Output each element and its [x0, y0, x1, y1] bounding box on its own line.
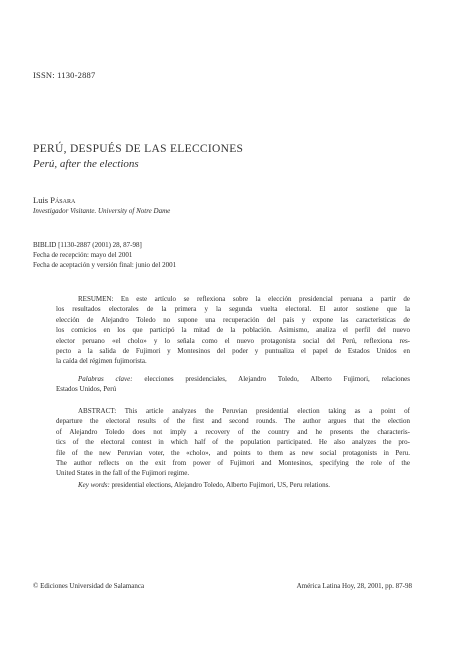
- abstract-paragraph: [56, 406, 410, 479]
- resumen-line: los comicios en los que participó la mitad de la población. Asimismo, analiza el perfil del nuevo: [56, 326, 410, 335]
- key-words-text: presidential elections, Alejandro Toledo, Alberto Fujimori, US, Peru relations.: [109, 481, 331, 489]
- key-words-label: Key words:: [78, 481, 110, 489]
- resumen-line: elección de Alejandro Toledo no supone una recuperación del país y expone las características de: [56, 315, 410, 324]
- resumen-line: pecto a la salida de Fujimori y Montesinos del poder y puntualiza el papel de Estados Unidos en: [56, 347, 410, 356]
- resumen-line: la caída del régimen fujimorista.: [56, 357, 147, 366]
- palabras-clave-label: Palabras clave:: [78, 375, 133, 383]
- author-first-name: Luis: [33, 195, 49, 205]
- key-words-line: [56, 480, 410, 490]
- acceptance-date: Fecha de aceptación y versión final: junio del 2001: [33, 261, 177, 270]
- footer-publisher: © Ediciones Universidad de Salamanca: [33, 582, 145, 590]
- resumen-line: elector peruano «el cholo» y lo señala como el nuevo protagonista social del Perú, reflexiona res-: [56, 336, 410, 345]
- abstract-line: file of the new Peruvian voter, the «cholo», and points to them as new social protagonists in Peru.: [56, 448, 410, 457]
- palabras-clave-line: [56, 374, 410, 384]
- abstract-line: tics of the electoral contest in which half of the population participated. He also analyzes the pro-: [56, 438, 410, 447]
- article-subtitle: Perú, after the elections: [33, 158, 139, 170]
- author-affiliation: Investigador Visitante. University of Notre Dame: [33, 207, 171, 215]
- palabras-clave-line: Estados Unidos, Perú: [56, 385, 117, 394]
- reception-date: Fecha de recepción: mayo del 2001: [33, 251, 133, 260]
- abstract-line: of Alejandro Toledo does not imply a recovery of the country and he presents the characteris-: [56, 427, 410, 436]
- article-title: PERÚ, DESPUÉS DE LAS ELECCIONES: [33, 143, 244, 155]
- biblid-line: BIBLID [1130-2887 (2001) 28, 87-98]: [33, 241, 142, 249]
- palabras-clave-paragraph: [56, 374, 410, 395]
- author-name: [33, 195, 75, 205]
- biblid-block: [33, 240, 176, 271]
- abstract-line: ABSTRACT: This article analyzes the Peruvian presidential election taking as a point of: [78, 407, 410, 415]
- issn: ISSN: 1130-2887: [33, 70, 96, 80]
- abstract-line: departure the electoral results of the first and second rounds. The author argues that the election: [56, 417, 410, 426]
- key-words-paragraph: [56, 480, 410, 490]
- footer-citation: América Latina Hoy, 28, 2001, pp. 87-98: [296, 582, 412, 590]
- palabras-clave-text: elecciones presidenciales, Alejandro Toledo, Alberto Fujimori, relaciones: [132, 375, 410, 383]
- resumen-line: los resultados electorales de la primera y la segunda vuelta electoral. El autor sostiene que la: [56, 305, 410, 314]
- resumen-paragraph: [56, 294, 410, 367]
- abstract-line: United States in the fall of the Fujimori regime.: [56, 469, 190, 478]
- abstract-line: The author reflects on the exit from power of Fujimori and Montesinos, specifying the role of the: [56, 459, 410, 468]
- resumen-line: RESUMEN: En este artículo se reflexiona sobre la elección presidencial peruana a partir de: [78, 295, 410, 303]
- author-last-name: Pásara: [50, 195, 76, 205]
